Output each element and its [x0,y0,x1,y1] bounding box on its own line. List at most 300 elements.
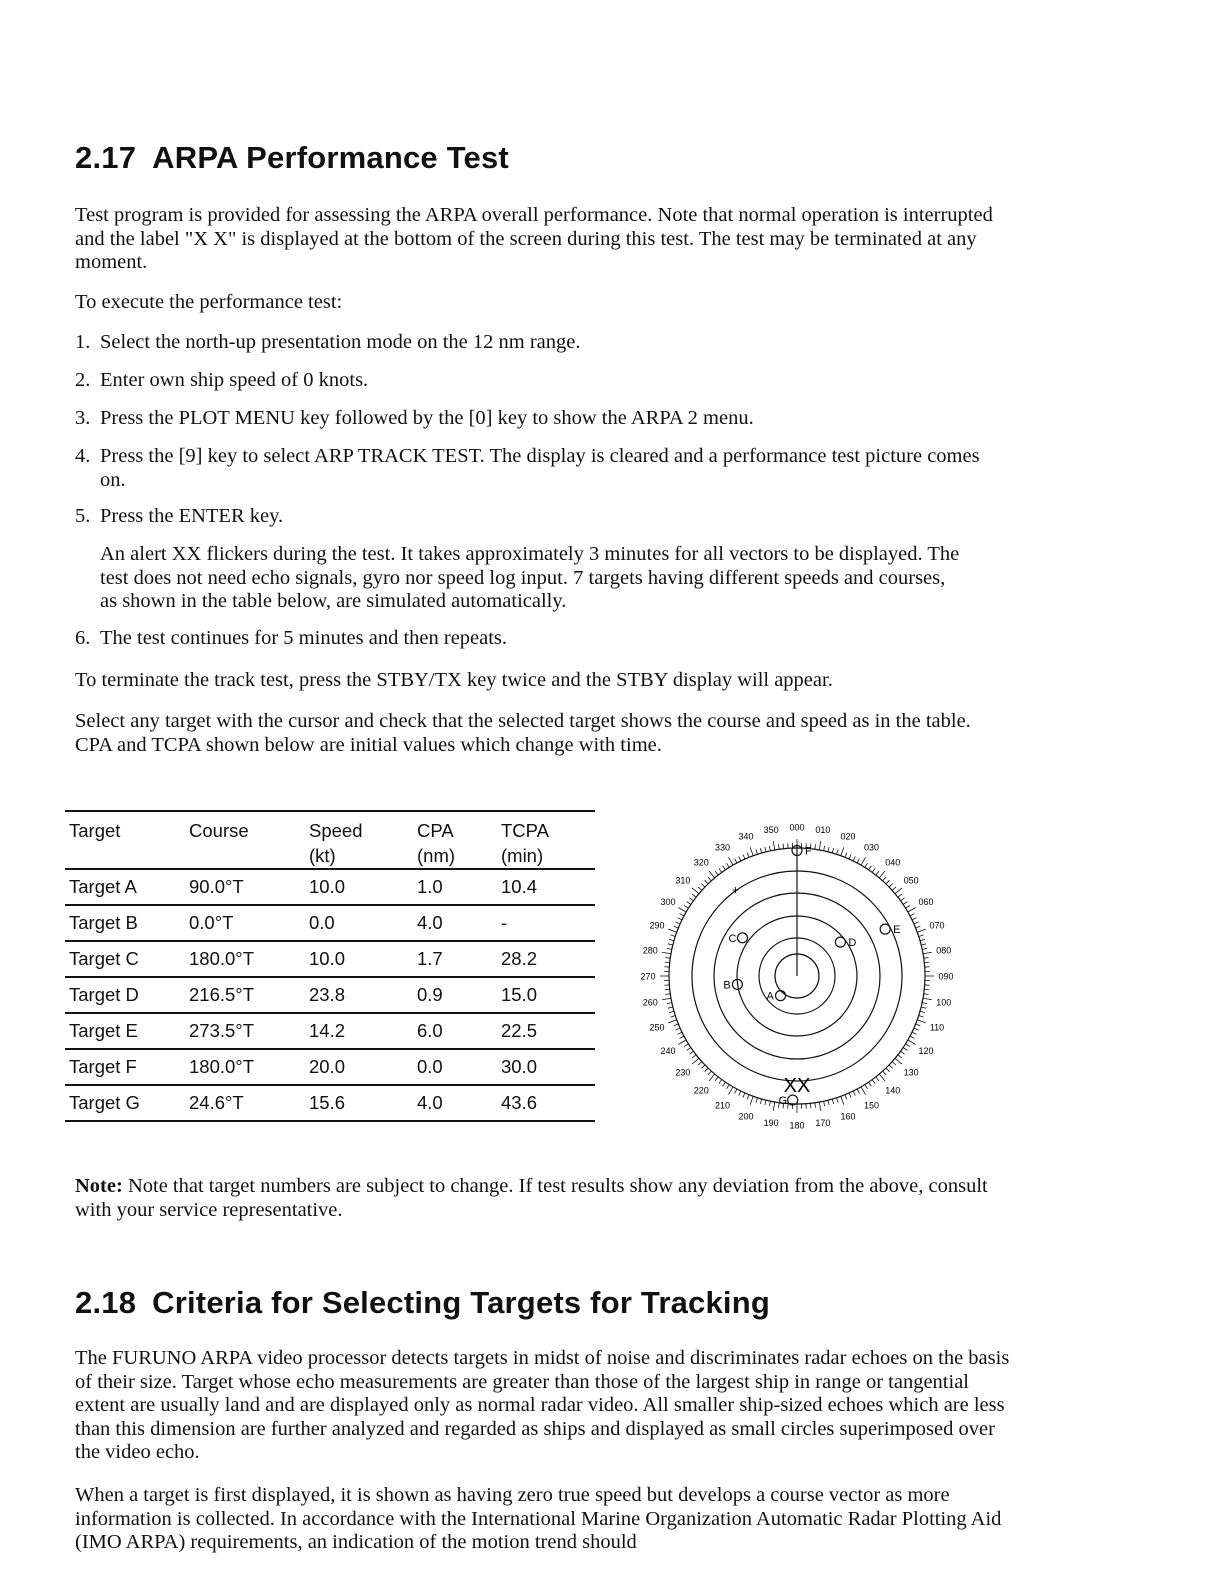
bearing-tick [747,1095,749,1100]
step-number: 3. [75,407,91,429]
bearing-label: 030 [863,842,880,853]
section-218-heading [75,1285,770,1321]
bearing-label: 190 [763,1118,779,1129]
table-cell: Target D [69,984,139,1005]
bearing-tick [910,914,914,916]
bearing-label: 000 [789,822,805,833]
table-cell: 4.0 [417,1092,443,1113]
bearing-tick [677,1032,681,1034]
bearing-tick [901,898,905,901]
step-number: 6. [75,627,91,649]
bearing-tick [756,850,758,855]
bearing-tick [845,853,847,858]
bearing-label: 020 [840,831,856,842]
table-cell: 180.0°T [189,1056,254,1077]
bearing-tick [773,841,775,850]
bearing-tick [747,853,749,858]
target-c-symbol [728,933,747,945]
bearing-tick [889,884,893,887]
target-label: F [805,845,812,858]
bearing-tick [783,844,784,849]
bearing-tick [920,1011,925,1012]
column-header [413,811,497,869]
table-cell: 90.0°T [189,876,244,897]
table-cell: 22.5 [501,1020,538,1041]
table-cell: 0.0 [417,1056,443,1077]
bearing-tick [709,1074,715,1081]
bearing-tick [719,1080,722,1084]
target-label: D [848,937,857,950]
section-title: ARPA Performance Test [152,140,509,175]
target-e-symbol [880,924,900,936]
bearing-tick [680,914,684,916]
bearing-tick [692,1055,696,1058]
bearing-tick [924,957,929,958]
terminate-paragraph: To terminate the track test, press the STBY/TX key twice and the STBY display will appear. [75,669,833,691]
bearing-label: 200 [738,1111,754,1122]
bearing-tick [708,877,711,881]
bearing-tick [727,1085,730,1089]
header-line: Speed [309,820,363,841]
step-number: 2. [75,369,91,391]
bearing-tick [743,854,745,859]
table-cell: 10.0 [309,948,346,969]
bearing-tick [922,948,927,949]
bearing-tick [914,922,919,924]
table-cell: 28.2 [501,948,538,969]
bearing-label: 340 [738,831,754,842]
bearing-tick [895,1058,902,1064]
criteria-paragraph: The FURUNO ARPA video processor detects targets in midst of noise and discriminates radar echoes on the basis of their size. Target whose echo measurements are greater than those of the largest ship in range or tangential extent are usually land and are displayed only as normal radar video. All smaller ship-sized echoes which are less than this dimension are further analyzed and regarded as ships and displayed as small circles superimposed over the video echo. [75,1347,1010,1463]
bearing-label: 240 [660,1046,676,1056]
bearing-tick [841,847,844,855]
bearing-tick [687,1048,691,1051]
bearing-tick [743,1093,745,1098]
table-row [65,905,595,941]
bearing-tick [668,1020,676,1023]
bearing-tick [917,1020,925,1023]
bearing-tick [832,848,833,853]
bearing-tick [906,1044,910,1047]
bearing-tick [869,866,872,870]
bearing-label: 080 [936,945,952,956]
bearing-tick [921,1007,926,1008]
bearing-tick [903,1048,907,1051]
bearing-tick [857,1089,859,1093]
bearing-label: 310 [675,875,691,886]
bearing-tick [861,1087,866,1095]
step-item [75,445,1010,492]
bearing-tick [849,854,851,859]
bearing-tick [778,844,779,849]
bearing-tick [908,1040,916,1045]
target-label: E [893,924,901,937]
bearing-tick [919,1016,924,1018]
target-label: B [723,979,731,992]
bearing-tick [828,1100,829,1105]
bearing-tick [689,1051,693,1054]
bearing-tick [810,1103,811,1108]
bearing-tick [849,1093,851,1098]
bearing-tick [912,918,916,920]
bearing-tick [924,962,929,963]
section-217-heading [75,140,509,176]
bearing-label: 220 [693,1085,709,1096]
step-text: Press the PLOT MENU key followed by the [0] key to show the ARPA 2 menu. [100,407,754,429]
step-text: Press the ENTER key. [100,505,284,527]
bearing-label: 100 [936,997,952,1008]
bearing-tick [769,1101,770,1106]
bearing-tick [906,906,910,909]
bearing-tick [678,1040,686,1045]
bearing-tick [680,1036,684,1038]
bearing-tick [723,866,726,870]
target-circle [835,937,845,947]
target-circle [737,933,747,943]
intro-paragraph: Test program is provided for assessing the ARPA overall performance. Note that normal operation is interrupted and the label "X X" is displayed at the bottom of the screen during this test. The test may be terminated at any moment. [75,204,993,273]
bearing-label: 120 [918,1046,934,1056]
bearing-tick [701,884,705,887]
table-row [65,1085,595,1121]
bearing-tick [837,1098,839,1103]
bearing-label: 070 [929,920,945,931]
table-row [65,941,595,977]
select-paragraph: Select any target with the cursor and check that the selected target shows the course and speed as in the table. CPA and TCPA shown below are initial values which change with time. [75,710,971,756]
bearing-tick [675,1028,680,1030]
note-text: Note that target numbers are subject to change. If test results show any deviation from the above, consult with your service representative. [75,1175,988,1221]
bearing-tick [923,952,932,954]
bearing-tick [857,859,859,863]
bearing-tick [869,1082,872,1086]
target-label: A [766,990,774,1003]
bearing-label: 130 [903,1067,919,1078]
step-item [75,407,1010,431]
bearing-tick [832,1099,833,1104]
bearing-tick [715,1077,718,1081]
bearing-tick [916,1024,921,1026]
bearing-tick [924,994,929,995]
bearing-tick [677,918,681,920]
bearing-label: 320 [693,857,709,868]
bearing-tick [675,922,680,924]
bearing-label: 050 [903,875,919,886]
bearing-tick [910,1036,914,1038]
step5-detail: An alert XX flickers during the test. It takes approximately 3 minutes for all vectors to be displayed. The test does not need echo signals, gyro nor speed log input. 7 targets having different speeds and courses, as shown in the table below, are simulated automatically. [100,543,960,612]
table-cell: 14.2 [309,1020,346,1041]
bearing-tick [719,868,722,872]
bearing-tick [861,857,866,865]
bearing-tick [739,1091,741,1095]
bearing-tick [819,1102,821,1111]
bearing-tick [895,888,902,894]
bearing-label: 040 [885,857,901,868]
table-cell: 15.6 [309,1092,346,1113]
bearing-label: 060 [918,897,934,907]
bearing-tick [760,848,761,853]
bearing-tick [692,888,699,894]
table-cell: Target B [69,912,138,933]
bearing-tick [898,1055,902,1058]
bearing-tick [865,1085,868,1089]
table-row [65,977,595,1013]
table-cell: 0.0°T [189,912,234,933]
target-b-symbol [723,979,742,991]
target-circle [776,991,786,1001]
table-cell: 10.0 [309,876,346,897]
table-row [65,869,595,905]
bearing-tick [729,1087,734,1095]
bearing-tick [879,871,885,878]
table-cell: 0.9 [417,984,443,1005]
bearing-tick [876,871,879,875]
header-line: Target [69,820,121,841]
bearing-tick [923,998,932,1000]
bearing-tick [886,880,889,884]
bearing-tick [886,1068,889,1072]
bearing-tick [920,939,925,940]
table-cell: Target G [69,1092,140,1113]
table-cell: 1.7 [417,948,443,969]
bearing-label: 110 [929,1022,945,1033]
table-cell: 10.4 [501,876,538,897]
bearing-tick [876,1077,879,1081]
step-item [75,331,1010,355]
bearing-tick [921,944,926,945]
table-cell: Target E [69,1020,138,1041]
bearing-label: 170 [815,1118,831,1129]
step-text: The test continues for 5 minutes and then repeats. [100,627,508,649]
bearing-tick [815,844,816,849]
step-item [75,627,1010,651]
bearing-tick [667,1003,672,1004]
bearing-tick [819,841,821,850]
target-d-symbol [835,937,856,949]
step-number: 5. [75,505,91,527]
header-unit: (kt) [309,845,336,866]
bearing-tick [709,871,715,878]
column-header [65,811,185,869]
bearing-tick [665,989,670,990]
execute-lead: To execute the performance test: [75,291,343,313]
section-number: 2.17 [75,140,137,175]
bearing-tick [898,894,902,897]
column-header [497,811,595,869]
bearing-tick [665,994,670,995]
bearing-tick [689,898,693,901]
bearing-tick [917,929,925,932]
bearing-tick [865,863,868,867]
column-header [185,811,305,869]
bearing-tick [889,1065,893,1068]
bearing-tick [671,935,676,937]
step-number: 1. [75,331,91,353]
bearing-tick [698,1062,702,1065]
bearing-tick [723,1082,726,1086]
bearing-tick [837,850,839,855]
target-f-symbol [792,846,812,858]
bearing-tick [705,880,708,884]
bearing-tick [924,989,929,990]
bearing-label: 260 [642,997,658,1008]
table-cell: 30.0 [501,1056,538,1077]
bearing-label: 150 [863,1100,880,1111]
target-circle [880,924,890,934]
bearing-tick [698,887,702,890]
bearing-tick [760,1099,761,1104]
bearing-tick [883,1071,886,1075]
bearing-tick [872,868,875,872]
bearing-label: 090 [938,971,954,982]
bearing-tick [708,1071,711,1075]
bearing-tick [701,1065,705,1068]
bearing-label: 250 [649,1022,665,1033]
bearing-tick [668,929,676,932]
bearing-tick [903,902,907,905]
bearing-tick [667,948,672,949]
bearing-label: 330 [714,842,731,853]
radar-test-picture [612,806,974,1156]
target-label: C [728,932,737,945]
bearing-tick [669,1011,674,1012]
bearing-tick [729,857,734,865]
motion-trend-paragraph: When a target is first displayed, it is shown as having zero true speed but develops a course vector as more information is collected. In accordance with the International Marine Organization Automatic Radar Plotting Aid (IMO ARPA) requirements, an indication of the motion trend should [75,1484,1002,1553]
bearing-tick [845,1095,847,1100]
target-table [65,810,595,1122]
bearing-tick [815,1103,816,1108]
section-number: 2.18 [75,1285,137,1320]
table-cell: 273.5°T [189,1020,254,1041]
bearing-tick [665,962,670,963]
table-cell: 43.6 [501,1092,538,1113]
table-cell: Target A [69,876,137,897]
bearing-tick [735,1089,737,1093]
step-text: Press the [9] key to select ARP TRACK TEST. The display is cleared and a performance test picture comes on. [100,445,980,491]
bearing-label: 270 [640,971,656,982]
bearing-tick [901,1051,905,1054]
bearing-tick [750,1096,753,1104]
test-alert-label: XX [783,1075,811,1097]
bearing-tick [669,939,674,940]
bearing-tick [687,902,691,905]
table-cell: 216.5°T [189,984,254,1005]
section-title: Criteria for Selecting Targets for Tracking [152,1285,770,1320]
bearing-tick [671,1016,676,1018]
bearing-label: 230 [675,1067,691,1078]
bearing-tick [879,1074,885,1081]
bearing-tick [684,906,688,909]
bearing-label: 140 [885,1085,901,1096]
bearing-tick [684,1044,688,1047]
bearing-tick [715,871,718,875]
table-cell: 4.0 [417,912,443,933]
bearing-tick [739,856,741,860]
bearing-tick [892,887,896,890]
bearing-tick [922,1003,927,1004]
bearing-label: 350 [763,824,779,835]
bearing-tick [705,1068,708,1072]
table-cell: 15.0 [501,984,538,1005]
column-header [305,811,413,869]
bearing-tick [668,1007,673,1008]
header-unit: (min) [501,845,544,866]
header-line: CPA [417,820,454,841]
bearing-tick [769,846,770,851]
bearing-tick [727,863,730,867]
step-item [75,505,1010,529]
bearing-tick [662,952,671,954]
bearing-label: 160 [840,1111,856,1122]
table-row [65,1013,595,1049]
bearing-tick [665,957,670,958]
table-cell: - [501,912,508,933]
bearing-tick [841,1096,844,1104]
table-cell: 24.6°T [189,1092,244,1113]
table-row [65,1049,595,1085]
bearing-tick [908,908,916,913]
table-cell: Target C [69,948,139,969]
table-header-row [65,811,595,869]
bearing-tick [912,1032,916,1034]
bearing-tick [674,1024,679,1026]
step-number: 4. [75,445,91,467]
bearing-tick [853,1091,855,1095]
bearing-tick [735,859,737,863]
header-line: Course [189,820,249,841]
bearing-tick [824,846,825,851]
bearing-tick [872,1080,875,1084]
bearing-label: 210 [714,1100,731,1111]
bearing-tick [916,926,921,928]
bearing-tick [919,935,924,937]
table-cell: 180.0°T [189,948,254,969]
bearing-tick [892,1062,896,1065]
table-cell: 0.0 [309,912,335,933]
target-label: G [778,1095,788,1108]
cursor-mark: + [732,883,740,897]
bearing-label: 010 [815,824,831,835]
note-paragraph [75,1175,1010,1222]
bearing-tick [668,944,673,945]
bearing-label: 290 [649,920,665,931]
bearing-label: 300 [660,897,676,907]
bearing-tick [853,856,855,860]
header-unit: (nm) [417,845,456,866]
bearing-tick [756,1098,758,1103]
bearing-tick [883,877,886,881]
table-cell: 20.0 [309,1056,346,1077]
bearing-tick [828,847,829,852]
step-text: Select the north-up presentation mode on the 12 nm range. [100,331,581,353]
table-cell: Target F [69,1056,137,1077]
bearing-tick [773,1102,775,1111]
note-label: Note: [75,1175,123,1197]
step-item [75,369,1010,393]
bearing-tick [662,998,671,1000]
table-cell: 23.8 [309,984,346,1005]
bearing-tick [765,1100,766,1105]
bearing-tick [765,847,766,852]
bearing-tick [678,908,686,913]
target-markers [723,846,900,1108]
bearing-tick [824,1101,825,1106]
bearing-tick [914,1028,919,1030]
bearing-tick [674,926,679,928]
bearing-tick [750,847,753,855]
bearing-label: 280 [642,945,658,956]
table-cell: 6.0 [417,1020,443,1041]
bearing-label: 180 [789,1120,805,1131]
header-line: TCPA [501,820,549,841]
